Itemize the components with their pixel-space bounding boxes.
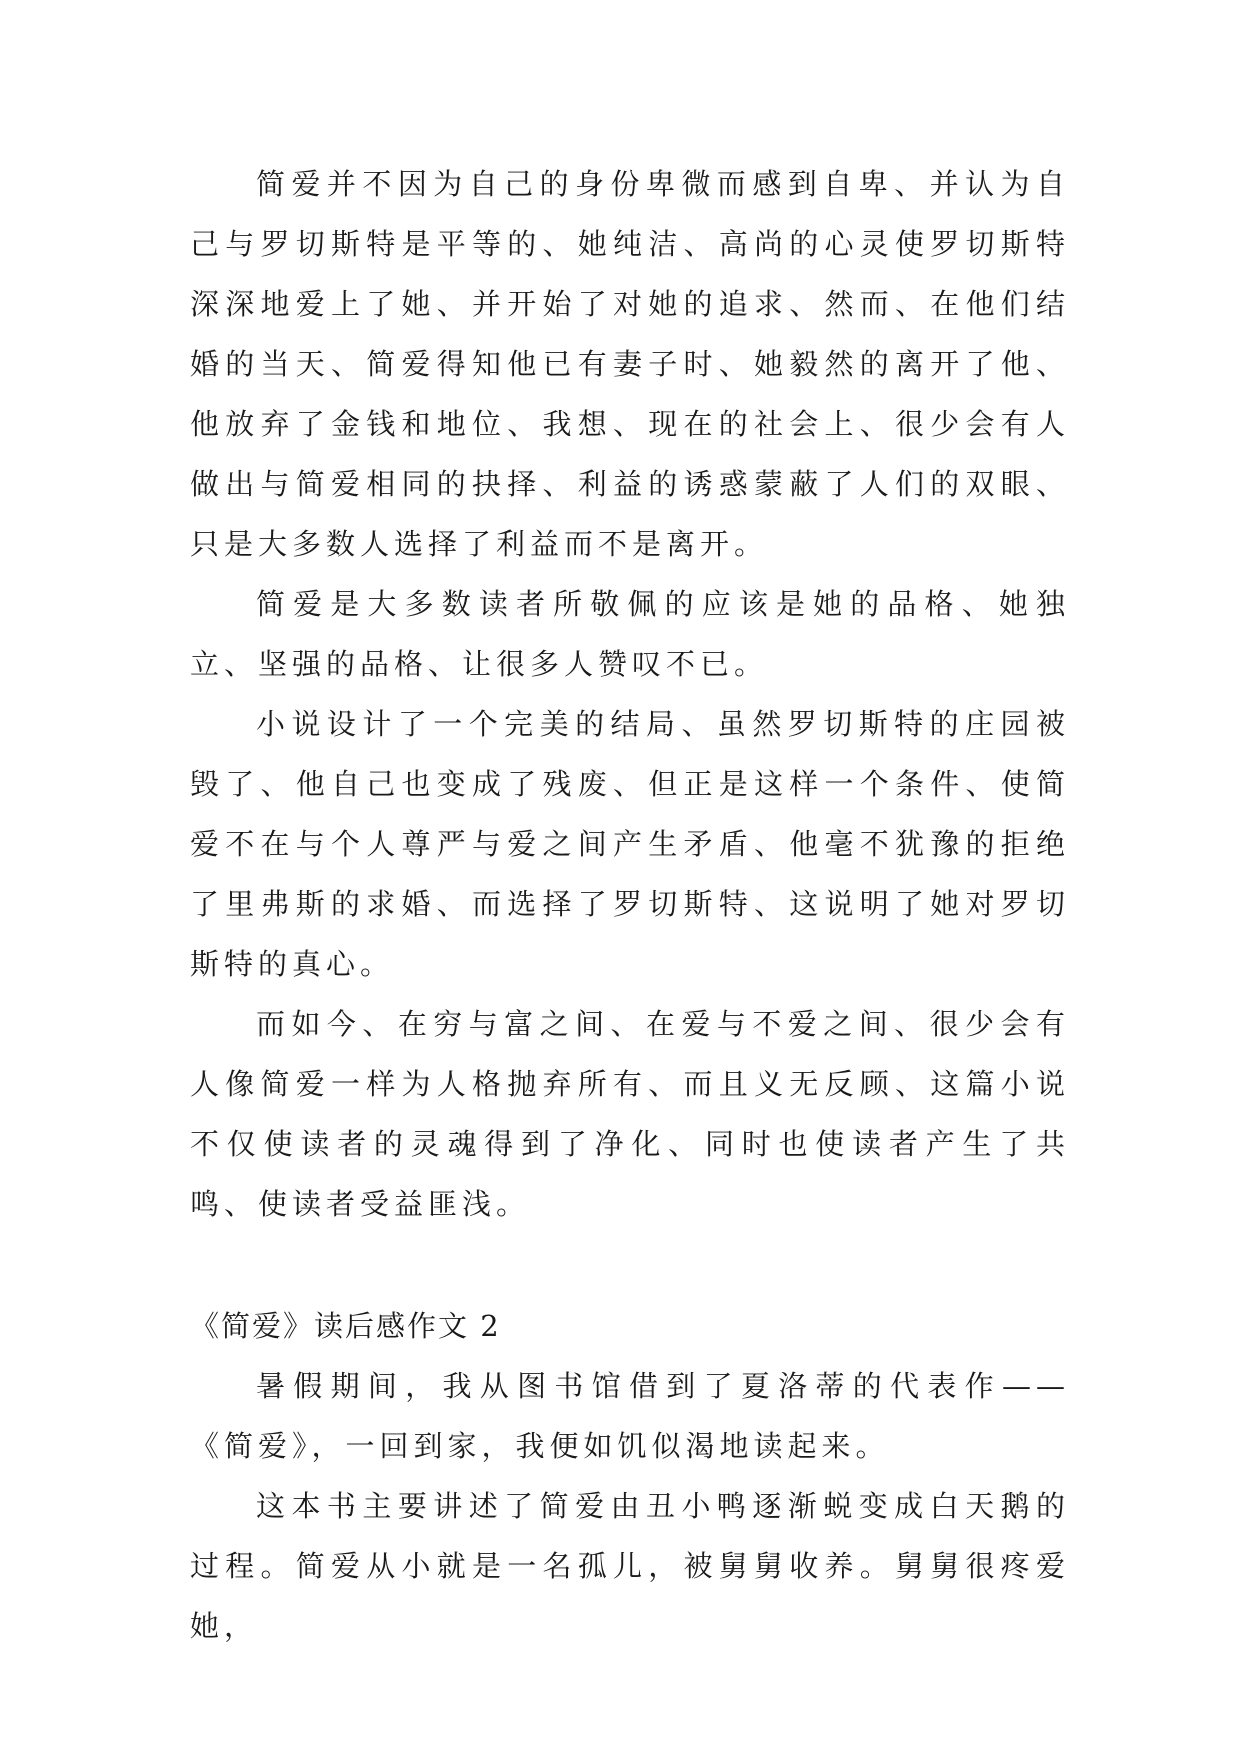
paragraph-2: 简爱是大多数读者所敬佩的应该是她的品格、她独立、坚强的品格、让很多人赞叹不已。	[190, 587, 1070, 681]
section-heading: 《简爱》读后感作文 2	[190, 1309, 501, 1343]
paragraph-4: 而如今、在穷与富之间、在爱与不爱之间、很少会有人像简爱一样为人格抛弃所有、而且义无反顾、这篇小说不仅使读者的灵魂得到了净化、同时也使读者产生了共鸣、使读者受益匪浅。	[190, 1007, 1070, 1221]
document-page	[190, 154, 1070, 1656]
paragraph-5: 暑假期间，我从图书馆借到了夏洛蒂的代表作——《简爱》，一回到家，我便如饥似渴地读起来。	[190, 1369, 1070, 1463]
paragraph-6: 这本书主要讲述了简爱由丑小鸭逐渐蜕变成白天鹅的过程。简爱从小就是一名孤儿，被舅舅收养。舅舅很疼爱她，	[190, 1489, 1070, 1643]
paragraph-3: 小说设计了一个完美的结局、虽然罗切斯特的庄园被毁了、他自己也变成了残废、但正是这样一个条件、使简爱不在与个人尊严与爱之间产生矛盾、他毫不犹豫的拒绝了里弗斯的求婚、而选择了罗切斯特、这说明了她对罗切斯特的真心。	[190, 707, 1070, 981]
paragraph-1: 简爱并不因为自己的身份卑微而感到自卑、并认为自己与罗切斯特是平等的、她纯洁、高尚的心灵使罗切斯特深深地爱上了她、并开始了对她的追求、然而、在他们结婚的当天、简爱得知他已有妻子时、她毅然的离开了他、他放弃了金钱和地位、我想、现在的社会上、很少会有人做出与简爱相同的抉择、利益的诱惑蒙蔽了人们的双眼、只是大多数人选择了利益而不是离开。	[190, 167, 1070, 561]
